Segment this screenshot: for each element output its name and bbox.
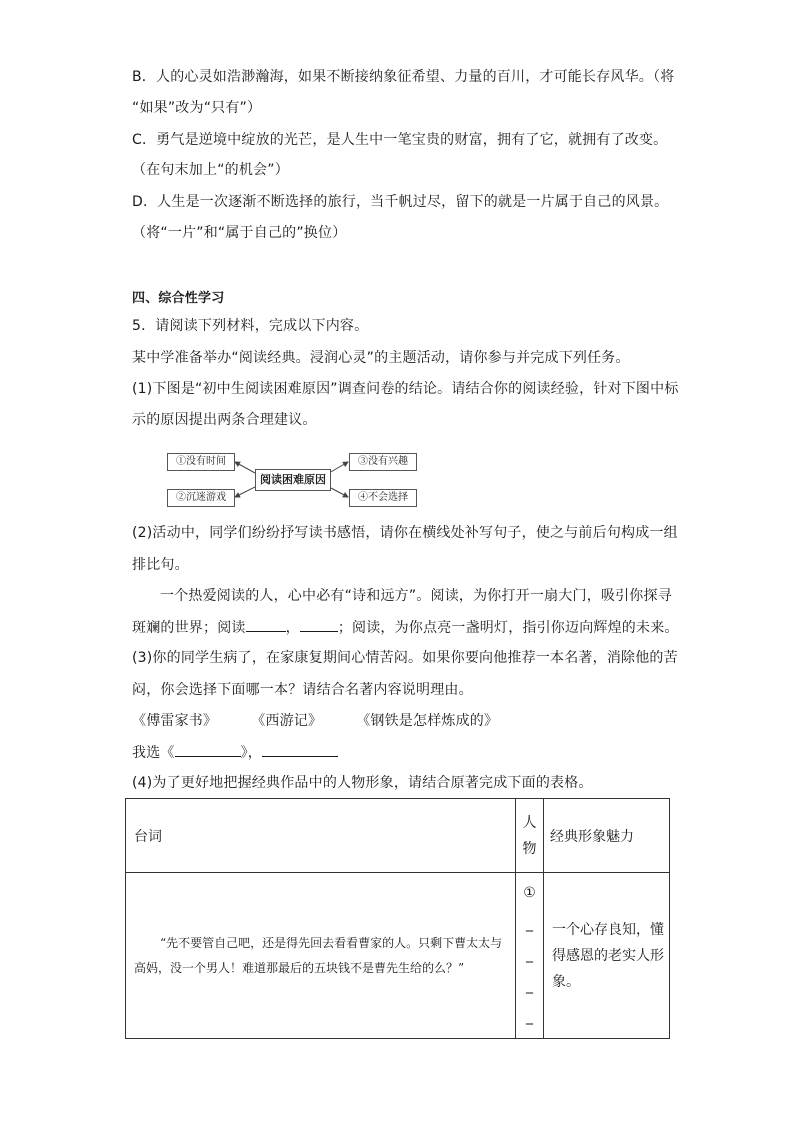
book-option-3: 《钢铁是怎样炼成的》 — [356, 713, 499, 729]
option-d-line-1: D．人生是一次逐渐不断选择的旅行，当千帆过尽，留下的就是一片属于自己的风景。 — [132, 194, 669, 210]
passage-prefix: 斑斓的世界；阅读 — [132, 620, 246, 636]
blank-1[interactable] — [246, 617, 286, 632]
answer-blank-mark: _ — [526, 916, 533, 932]
table-header-row — [126, 799, 670, 873]
answer-blank-mark: _ — [526, 1009, 533, 1025]
book-choice-blank[interactable] — [175, 742, 241, 757]
answer-blank-mark: _ — [526, 947, 533, 963]
table-row — [126, 873, 670, 1039]
center-box: 阅读困难原因 — [255, 469, 331, 491]
quote-text: “先不要管自己吧，还是得先回去看看曹家的人。只剩下曹太太与高妈，没一个男人！难道那最后的五块钱不是曹先生给的么？” — [134, 935, 503, 975]
activity-intro: 某中学准备举办“阅读经典。浸润心灵”的主题活动，请你参与并完成下列任务。 — [132, 350, 630, 366]
reason-blank[interactable] — [262, 742, 338, 757]
header-charm: 经典形象魅力 — [544, 799, 670, 873]
blank-2[interactable] — [300, 617, 338, 632]
character-table — [125, 798, 670, 1039]
section-heading: 四、综合性学习 — [132, 291, 225, 306]
task-4-line: (4)为了更好地把握经典作品中的人物形象，请结合原著完成下面的表格。 — [132, 775, 593, 791]
reason-box-4: ④不会选择 — [349, 489, 417, 507]
choice-separator: 》， — [240, 745, 263, 761]
question-5: 5．请阅读下列材料，完成以下内容。 — [132, 318, 369, 334]
choice-line — [132, 742, 338, 763]
reasons-diagram — [167, 451, 417, 509]
choice-prefix: 我选《 — [132, 745, 175, 761]
answer-number: ① — [523, 885, 536, 901]
passage-suffix: ；阅读，为你点亮一盏明灯，指引你迈向辉煌的未来。 — [337, 620, 679, 636]
option-d-line-2: （将“一片”和“属于自己的”换位） — [132, 225, 347, 241]
option-c-line-1: C．勇气是逆境中绽放的光芒，是人生中一笔宝贵的财富，拥有了它，就拥有了改变。 — [132, 132, 668, 148]
task-2-line-2: 排比句。 — [132, 557, 189, 573]
task-3-line-1: (3)你的同学生病了，在家康复期间心情苦闷。如果你要向他推荐一本名著，消除他的苦 — [132, 650, 678, 666]
option-b-line-1: B．人的心灵如浩渺瀚海，如果不断接纳象征希望、力量的百川，才可能长存风华。（将 — [132, 69, 675, 85]
header-quote: 台词 — [126, 799, 516, 873]
passage-comma: ， — [285, 620, 300, 636]
option-c-line-2: （在句末加上“的机会”） — [132, 162, 289, 178]
task-2-line-1: (2)活动中，同学们纷纷抒写读书感悟，请你在横线处补写句子，使之与前后句构成一组 — [132, 525, 678, 541]
charm-text: 一个心存良知，懂得感恩的老实人形象。 — [552, 921, 664, 990]
task-3-line-2: 闷，你会选择下面哪一本？请结合名著内容说明理由。 — [132, 682, 473, 698]
task-2-passage-2 — [132, 617, 679, 638]
book-option-1: 《傅雷家书》 — [132, 713, 218, 729]
character-cell[interactable] — [516, 873, 544, 1039]
task-1-line-2: 示的原因提出两条合理建议。 — [132, 412, 317, 428]
book-option-2: 《西游记》 — [251, 713, 323, 729]
task-2-passage-1: 一个热爱阅读的人，心中必有“诗和远方”。阅读，为你打开一扇大门，吸引你探寻 — [160, 588, 672, 604]
task-1-line-1: (1)下图是“初中生阅读困难原因”调查问卷的结论。请结合你的阅读经验，针对下图中标 — [132, 381, 679, 397]
quote-cell — [126, 873, 516, 1039]
reason-box-1: ①没有时间 — [167, 453, 235, 471]
answer-blank-mark: _ — [526, 978, 533, 994]
reason-box-3: ③没有兴趣 — [349, 453, 417, 471]
charm-cell — [544, 873, 670, 1039]
header-character: 人物 — [516, 799, 544, 873]
reason-box-2: ②沉迷游戏 — [167, 489, 235, 507]
option-b-line-2: “如果”改为“只有”） — [132, 100, 262, 116]
book-options — [132, 711, 498, 731]
